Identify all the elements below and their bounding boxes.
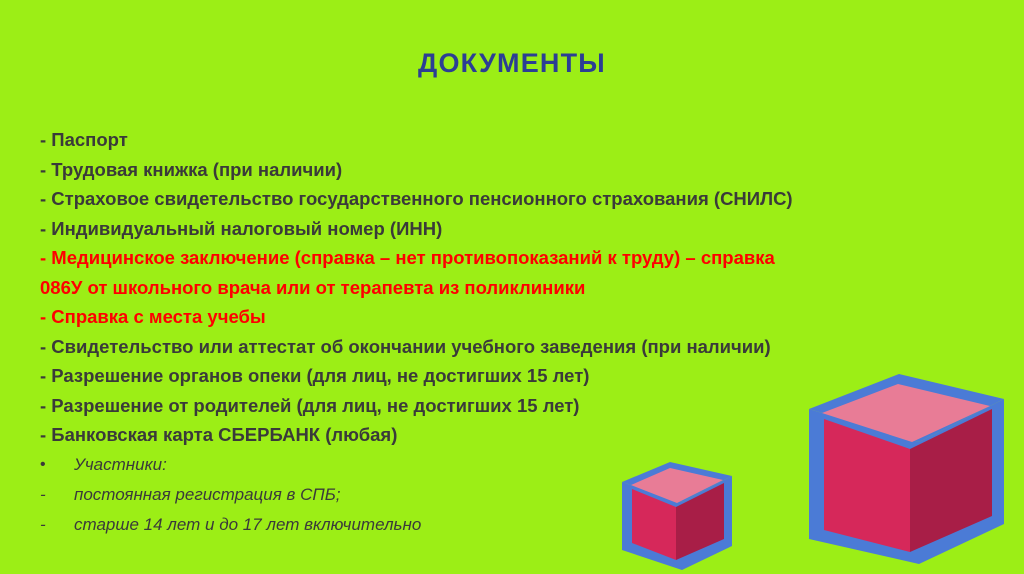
bullet-icon: •	[40, 456, 46, 473]
dash-icon: -	[40, 515, 46, 534]
list-item: 086У от школьного врача или от терапевта из поликлиники	[40, 276, 586, 298]
list-item	[40, 510, 640, 540]
participants-block	[40, 450, 640, 540]
list-item-label: постоянная регистрация в СПБ;	[74, 485, 341, 504]
list-item: - Справка с места учебы	[40, 306, 266, 327]
list-item: - Медицинское заключение (справка – нет противопоказаний к труду) – справка	[40, 247, 775, 268]
documents-list	[40, 125, 970, 450]
list-item-label: старше 14 лет и до 17 лет включительно	[74, 515, 422, 534]
list-item: - Трудовая книжка (при наличии)	[40, 158, 343, 180]
list-item	[40, 450, 640, 480]
list-item: - Страховое свидетельство государственного пенсионного страхования (СНИЛС)	[40, 188, 793, 209]
list-item: - Паспорт	[40, 129, 128, 150]
list-item: - Индивидуальный налоговый номер (ИНН)	[40, 217, 443, 239]
list-item: - Банковская карта СБЕРБАНК (любая)	[40, 424, 398, 445]
page-title: ДОКУМЕНТЫ	[418, 48, 606, 78]
list-item: - Свидетельство или аттестат об окончании учебного заведения (при наличии)	[40, 335, 771, 357]
dash-icon: -	[40, 485, 46, 504]
list-item-label: Участники:	[74, 455, 167, 474]
list-item: - Разрешение органов опеки (для лиц, не достигших 15 лет)	[40, 365, 590, 386]
list-item: - Разрешение от родителей (для лиц, не достигших 15 лет)	[40, 394, 580, 416]
list-item	[40, 480, 640, 510]
